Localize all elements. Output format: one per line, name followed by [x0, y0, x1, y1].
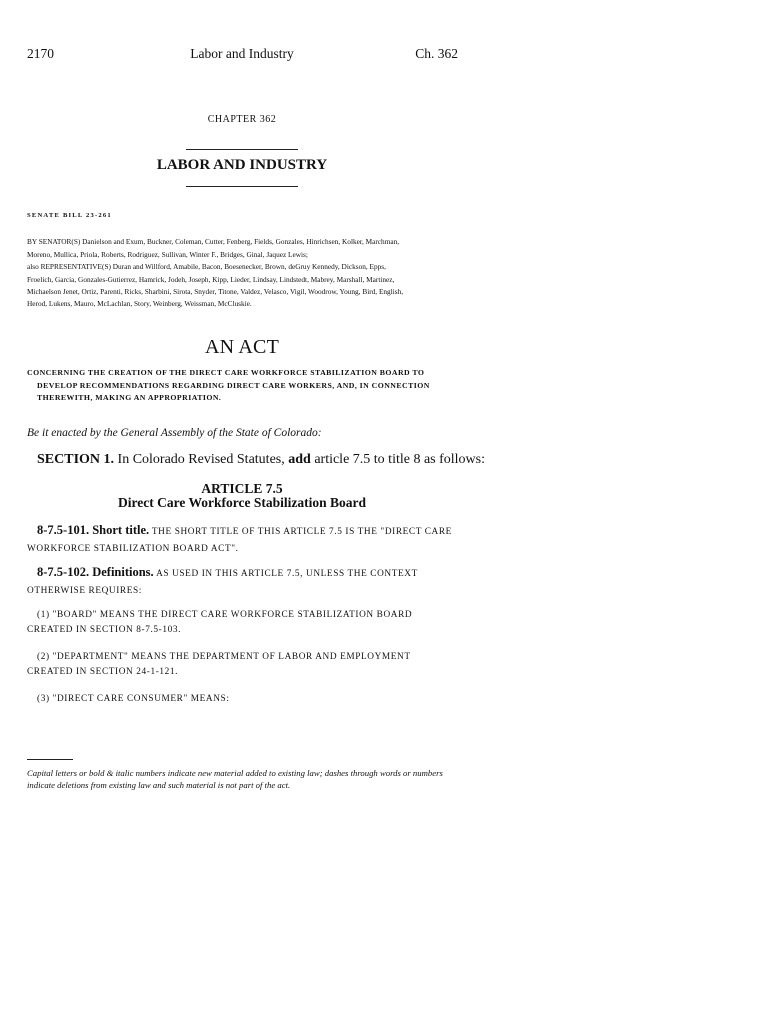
- provision-heading: 8-7.5-101. Short title.: [37, 523, 150, 537]
- sponsor-line: BY SENATOR(S) Danielson and Exum, Buckner, Coleman, Cutter, Fenberg, Fields, Gonzales, Hinrichsen, Kolker, Marchman,: [27, 237, 400, 246]
- sponsor-line: Michaelson Jenet, Ortiz, Parenti, Ricks, Sharbini, Sirota, Snyder, Titone, Valdez, Velasco, Vigil, Woodrow, Young, Bird, English,: [27, 287, 404, 296]
- section-text: In Colorado Revised Statutes,: [114, 452, 289, 467]
- document-title: LABOR AND INDUSTRY: [156, 157, 328, 173]
- concerning-line: DEVELOP RECOMMENDATIONS REGARDING DIRECT CARE WORKERS, AND, IN CONNECTION: [37, 381, 430, 390]
- concerning-line: THEREWITH, MAKING AN APPROPRIATION.: [37, 393, 222, 402]
- provision-body: AS USED IN THIS ARTICLE 7.5, UNLESS THE CONTEXT OTHERWISE REQUIRES:: [27, 569, 418, 596]
- chapter-label: CHAPTER 362: [207, 114, 277, 125]
- provision-definitions: [27, 565, 458, 599]
- running-title: Labor and Industry: [190, 46, 294, 61]
- article-name: Direct Care Workforce Stabilization Board: [118, 495, 366, 510]
- act-heading: AN ACT: [205, 336, 279, 358]
- provision-short-title: [27, 523, 458, 557]
- bill-number: SENATE BILL 23-261: [27, 212, 112, 219]
- title-rule-top: [186, 149, 298, 150]
- title-rule-bottom: [186, 186, 298, 187]
- provision-heading: 8-7.5-102. Definitions.: [37, 565, 154, 579]
- sponsor-line: Moreno, Mullica, Priola, Roberts, Rodriguez, Sullivan, Winter F., Bridges, Ginal, Jaquez Lewis;: [27, 250, 308, 259]
- section-text: article 7.5 to title 8 as follows:: [310, 452, 485, 467]
- sponsor-line: also REPRESENTATIVE(S) Duran and Willford, Amabile, Bacon, Boesenecker, Brown, deGruy Kennedy, Dickson, Epps,: [27, 262, 386, 271]
- definition-board: (1) "BOARD" MEANS THE DIRECT CARE WORKFORCE STABILIZATION BOARD CREATED IN SECTION 8-7.5-103.: [27, 610, 413, 635]
- concerning-line: CONCERNING THE CREATION OF THE DIRECT CARE WORKFORCE STABILIZATION BOARD TO: [27, 368, 425, 377]
- article-number: ARTICLE 7.5: [201, 481, 283, 496]
- sponsor-line: Herod, Lukens, Mauro, McLachlan, Story, Weinberg, Weissman, McCluskie.: [27, 299, 252, 308]
- enacting-clause: Be it enacted by the General Assembly of the State of Colorado:: [27, 427, 322, 439]
- definition-department: (2) "DEPARTMENT" MEANS THE DEPARTMENT OF LABOR AND EMPLOYMENT CREATED IN SECTION 24-1-121.: [27, 652, 411, 677]
- sponsor-line: Froelich, Garcia, Gonzales-Gutierrez, Hamrick, Jodeh, Joseph, Kipp, Lieder, Lindsay, Lindstedt, Mabrey, Marshall, Martinez,: [27, 275, 395, 284]
- section-1: [37, 452, 485, 468]
- section-add-keyword: add: [288, 452, 311, 467]
- page-number: 2170: [27, 46, 54, 61]
- definition-direct-care-consumer: (3) "DIRECT CARE CONSUMER" MEANS:: [37, 694, 230, 704]
- chapter-reference: Ch. 362: [415, 46, 458, 61]
- footnote: Capital letters or bold & italic numbers indicate new material added to existing law; dashes through words or numbers indicate deletions from existing law and such material is not part of the act.: [27, 768, 443, 790]
- section-label: SECTION 1.: [37, 452, 115, 467]
- footnote-rule: [27, 759, 73, 760]
- provision-body: THE SHORT TITLE OF THIS ARTICLE 7.5 IS THE "DIRECT CARE WORKFORCE STABILIZATION BOARD ACT".: [27, 527, 452, 554]
